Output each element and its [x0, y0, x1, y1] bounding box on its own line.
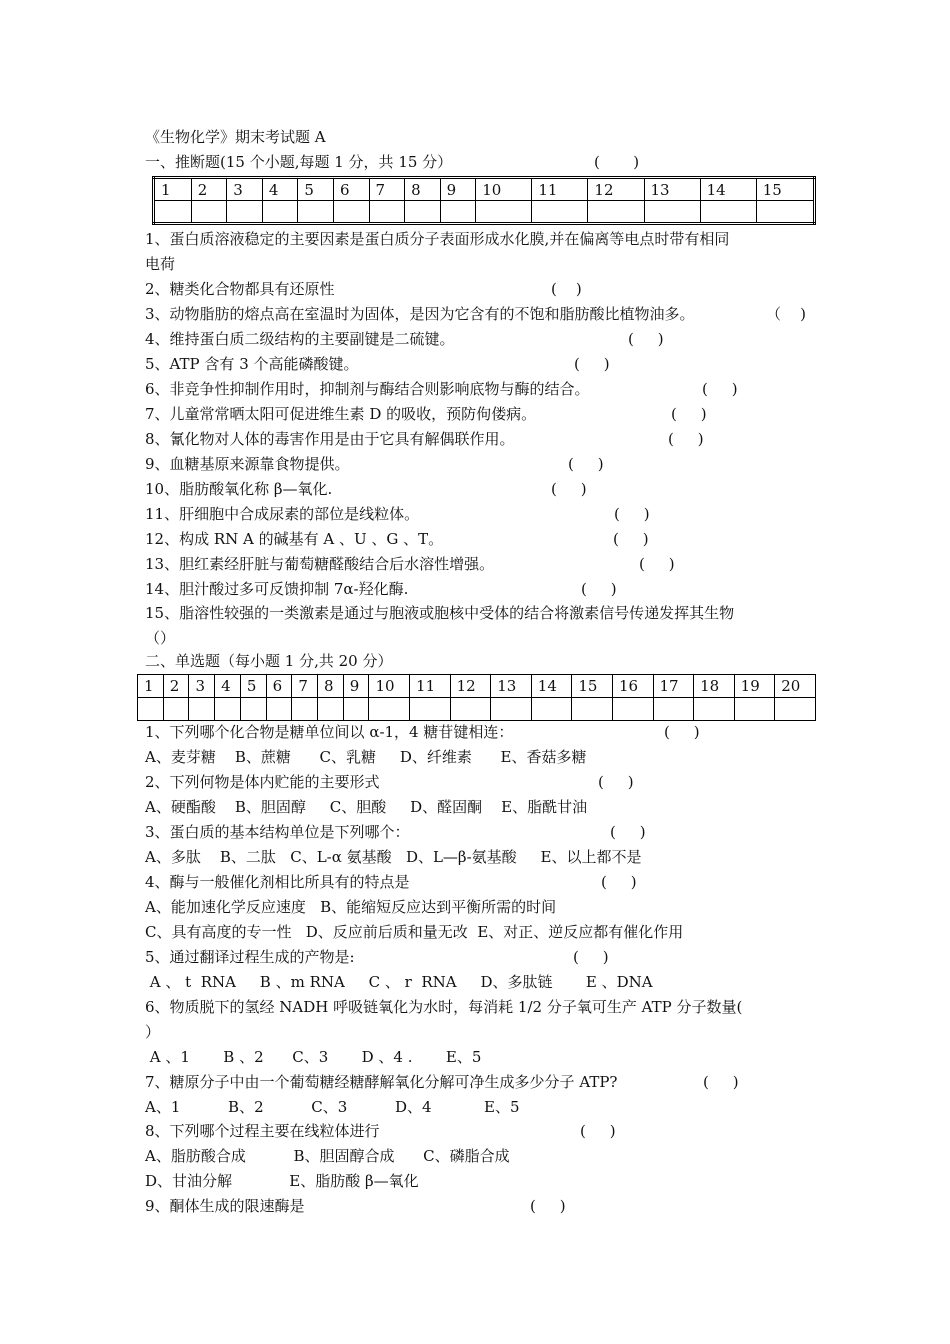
choice-options: 6、物质脱下的氢经 NADH 呼吸链氧化为水时，每消耗 1/2 分子氧可生产 ATP 分子数量(: [145, 998, 743, 1016]
question-number-cell: 15: [572, 675, 613, 698]
answer-parentheses[interactable]: ( ): [639, 555, 675, 573]
question-number-cell: 5: [240, 675, 266, 698]
choice-question: 7、糖原分子中由一个葡萄糖经糖酵解氧化分解可净生成多少分子 ATP?: [145, 1073, 618, 1091]
answer-cell[interactable]: [191, 201, 227, 224]
answer-cell[interactable]: [163, 698, 189, 721]
question-number-cell: 16: [612, 675, 653, 698]
choice-options: D、甘油分解 E、脂肪酸 β—氧化: [145, 1172, 419, 1190]
judgement-question: 9、血糖基原来源靠食物提供。: [145, 455, 350, 473]
judgement-question: 1、蛋白质溶液稳定的主要因素是蛋白质分子表面形成水化膜,并在偏离等电点时带有相同: [145, 230, 730, 248]
answer-cell[interactable]: [476, 201, 532, 224]
answer-cell[interactable]: [189, 698, 215, 721]
question-number-cell: 10: [476, 178, 532, 201]
exam-title: 《生物化学》期末考试题 A: [145, 128, 326, 146]
answer-cell[interactable]: [644, 201, 700, 224]
question-number-cell: 11: [410, 675, 451, 698]
answer-parentheses[interactable]: ( ): [664, 723, 700, 741]
answer-parentheses[interactable]: ( ): [613, 530, 649, 548]
question-number-cell: 14: [531, 675, 572, 698]
judgement-question: 11、肝细胞中合成尿素的部位是线粒体。: [145, 505, 420, 523]
answer-parentheses[interactable]: ( ): [574, 355, 610, 373]
judgement-question: 14、胆汁酸过多可反馈抑制 7α-羟化酶.: [145, 580, 409, 598]
choice-question: 3、蛋白质的基本结构单位是下列哪个：: [145, 823, 410, 841]
section1-heading-paren: ( ): [594, 153, 640, 171]
answer-parentheses[interactable]: ( ): [610, 823, 646, 841]
judgement-question: 7、儿童常常晒太阳可促进维生素 D 的吸收，预防佝偻病。: [145, 405, 537, 423]
answer-parentheses[interactable]: ( ): [703, 1073, 739, 1091]
judgement-question: 15、脂溶性较强的一类激素是通过与胞液或胞核中受体的结合将激素信号传递发挥其生物: [145, 604, 735, 622]
judgement-question: 3、动物脂肪的熔点高在室温时为固体，是因为它含有的不饱和脂肪酸比植物油多。: [145, 305, 695, 323]
question-number-cell: 10: [369, 675, 410, 698]
answer-parentheses[interactable]: ( ): [598, 773, 634, 791]
answer-cell[interactable]: [440, 201, 476, 224]
choice-options: A、多肽 B、二肽 C、L-α 氨基酸 D、L—β-氨基酸 E、以上都不是: [145, 848, 642, 866]
answer-parentheses[interactable]: ( ): [671, 405, 707, 423]
choice-question: 5、通过翻译过程生成的产物是:: [145, 948, 355, 966]
answer-cell[interactable]: [450, 698, 491, 721]
judgement-question: 13、胆红素经肝脏与葡萄糖醛酸结合后水溶性增强。: [145, 555, 495, 573]
answer-parentheses[interactable]: ( ): [568, 455, 604, 473]
question-number-cell: 6: [266, 675, 292, 698]
answer-cell[interactable]: [588, 201, 644, 224]
answer-cell[interactable]: [405, 201, 441, 224]
choice-options: A、脂肪酸合成 B、胆固醇合成 C、磷脂合成: [145, 1147, 510, 1165]
choice-options: A、麦芽糖 B、蔗糖 C、乳糖 D、纤维素 E、香菇多糖: [145, 748, 587, 766]
answer-cell[interactable]: [612, 698, 653, 721]
answer-parentheses[interactable]: ( ): [628, 330, 664, 348]
answer-cell[interactable]: [734, 698, 775, 721]
choice-question: 4、酶与一般催化剂相比所具有的特点是: [145, 873, 410, 891]
answer-cell[interactable]: [491, 698, 532, 721]
answer-cell[interactable]: [227, 201, 263, 224]
answer-table-section1: [152, 176, 816, 225]
choice-question: 8、下列哪个过程主要在线粒体进行: [145, 1122, 380, 1140]
judgement-question: 2、糖类化合物都具有还原性: [145, 280, 335, 298]
answer-table-header-row: [138, 675, 816, 698]
question-number-cell: 11: [532, 178, 588, 201]
answer-parentheses[interactable]: ( ): [530, 1197, 566, 1215]
choice-question: 1、下列哪个化合物是糖单位间以 α-1，4 糖苷键相连：: [145, 723, 514, 741]
answer-cell[interactable]: [343, 698, 369, 721]
judgement-question: 5、ATP 含有 3 个高能磷酸键。: [145, 355, 359, 373]
question-number-cell: 14: [700, 178, 756, 201]
choice-question: 2、下列何物是体内贮能的主要形式: [145, 773, 380, 791]
answer-cell[interactable]: [694, 698, 735, 721]
question-number-cell: 4: [215, 675, 241, 698]
judgement-question: 10、脂肪酸氧化称 β—氧化.: [145, 480, 333, 498]
answer-cell[interactable]: [154, 201, 192, 224]
answer-cell[interactable]: [756, 201, 814, 224]
answer-cell[interactable]: [775, 698, 816, 721]
answer-parentheses[interactable]: ( ): [668, 430, 704, 448]
question-number-cell: 1: [154, 178, 192, 201]
judgement-question: （）: [145, 629, 176, 647]
answer-cell[interactable]: [266, 698, 292, 721]
question-number-cell: 13: [644, 178, 700, 201]
answer-table-header-row: [154, 178, 815, 201]
answer-parentheses[interactable]: ( ): [702, 380, 738, 398]
question-number-cell: 2: [163, 675, 189, 698]
question-number-cell: 18: [694, 675, 735, 698]
question-number-cell: 5: [298, 178, 334, 201]
choice-question: 9、酮体生成的限速酶是: [145, 1197, 305, 1215]
question-number-cell: 20: [775, 675, 816, 698]
question-number-cell: 2: [191, 178, 227, 201]
answer-cell[interactable]: [292, 698, 318, 721]
question-number-cell: 1: [138, 675, 164, 698]
answer-parentheses[interactable]: ( ): [601, 873, 637, 891]
judgement-question: 12、构成 RN A 的碱基有 A 、U 、G 、T。: [145, 530, 444, 548]
choice-options: A、硬酯酸 B、胆固醇 C、胆酸 D、醛固酮 E、脂酰甘油: [145, 798, 588, 816]
answer-parentheses[interactable]: ( ): [614, 505, 650, 523]
answer-table-answer-row: [138, 698, 816, 721]
answer-cell[interactable]: [240, 698, 266, 721]
choice-options: A、1 B、2 C、3 D、4 E、5: [145, 1098, 520, 1116]
section1-heading: 一、推断题(15 个小题,每题 1 分，共 15 分）: [145, 153, 453, 171]
answer-cell[interactable]: [318, 698, 344, 721]
judgement-question: 4、维持蛋白质二级结构的主要副键是二硫键。: [145, 330, 455, 348]
answer-cell[interactable]: [262, 201, 298, 224]
question-number-cell: 9: [440, 178, 476, 201]
answer-table-section2: [137, 674, 816, 721]
question-number-cell: 6: [333, 178, 369, 201]
answer-cell[interactable]: [532, 201, 588, 224]
answer-cell[interactable]: [298, 201, 334, 224]
question-number-cell: 13: [491, 675, 532, 698]
answer-cell[interactable]: [700, 201, 756, 224]
question-number-cell: 8: [405, 178, 441, 201]
question-number-cell: 17: [653, 675, 694, 698]
judgement-question: 8、氰化物对人体的毒害作用是由于它具有解偶联作用。: [145, 430, 515, 448]
answer-cell[interactable]: [410, 698, 451, 721]
answer-cell[interactable]: [215, 698, 241, 721]
question-number-cell: 7: [369, 178, 405, 201]
answer-parentheses[interactable]: ( ): [573, 948, 609, 966]
question-number-cell: 12: [588, 178, 644, 201]
choice-options: C、具有高度的专一性 D、反应前后质和量无改 E、对正、逆反应都有催化作用: [145, 923, 684, 941]
answer-cell[interactable]: [333, 201, 369, 224]
choice-options: ）: [145, 1023, 161, 1041]
judgement-question: 电荷: [145, 255, 176, 273]
answer-cell[interactable]: [531, 698, 572, 721]
question-number-cell: 19: [734, 675, 775, 698]
choice-options: A、能加速化学反应速度 B、能缩短反应达到平衡所需的时间: [145, 898, 557, 916]
question-number-cell: 7: [292, 675, 318, 698]
question-number-cell: 12: [450, 675, 491, 698]
answer-parentheses[interactable]: ( ): [580, 1122, 616, 1140]
answer-parentheses[interactable]: （ ): [766, 305, 806, 323]
answer-cell[interactable]: [572, 698, 613, 721]
judgement-question: 6、非竞争性抑制作用时，抑制剂与酶结合则影响底物与酶的结合。: [145, 380, 590, 398]
answer-cell[interactable]: [653, 698, 694, 721]
question-number-cell: 8: [318, 675, 344, 698]
answer-parentheses[interactable]: ( ): [581, 580, 617, 598]
answer-cell[interactable]: [138, 698, 164, 721]
question-number-cell: 15: [756, 178, 814, 201]
choice-options: A 、1 B 、2 C、3 D 、4 . E、5: [145, 1048, 482, 1066]
answer-parentheses[interactable]: ( ): [551, 480, 587, 498]
question-number-cell: 3: [189, 675, 215, 698]
choice-options: A 、 t RNA B 、m RNA C 、 r RNA D、多肽链 E 、DNA: [145, 973, 653, 991]
question-number-cell: 9: [343, 675, 369, 698]
answer-cell[interactable]: [369, 698, 410, 721]
answer-parentheses[interactable]: ( ): [551, 280, 582, 298]
section2-heading: 二、单选题（每小题 1 分,共 20 分）: [145, 652, 393, 670]
answer-cell[interactable]: [369, 201, 405, 224]
answer-table-answer-row: [154, 201, 815, 224]
question-number-cell: 3: [227, 178, 263, 201]
question-number-cell: 4: [262, 178, 298, 201]
